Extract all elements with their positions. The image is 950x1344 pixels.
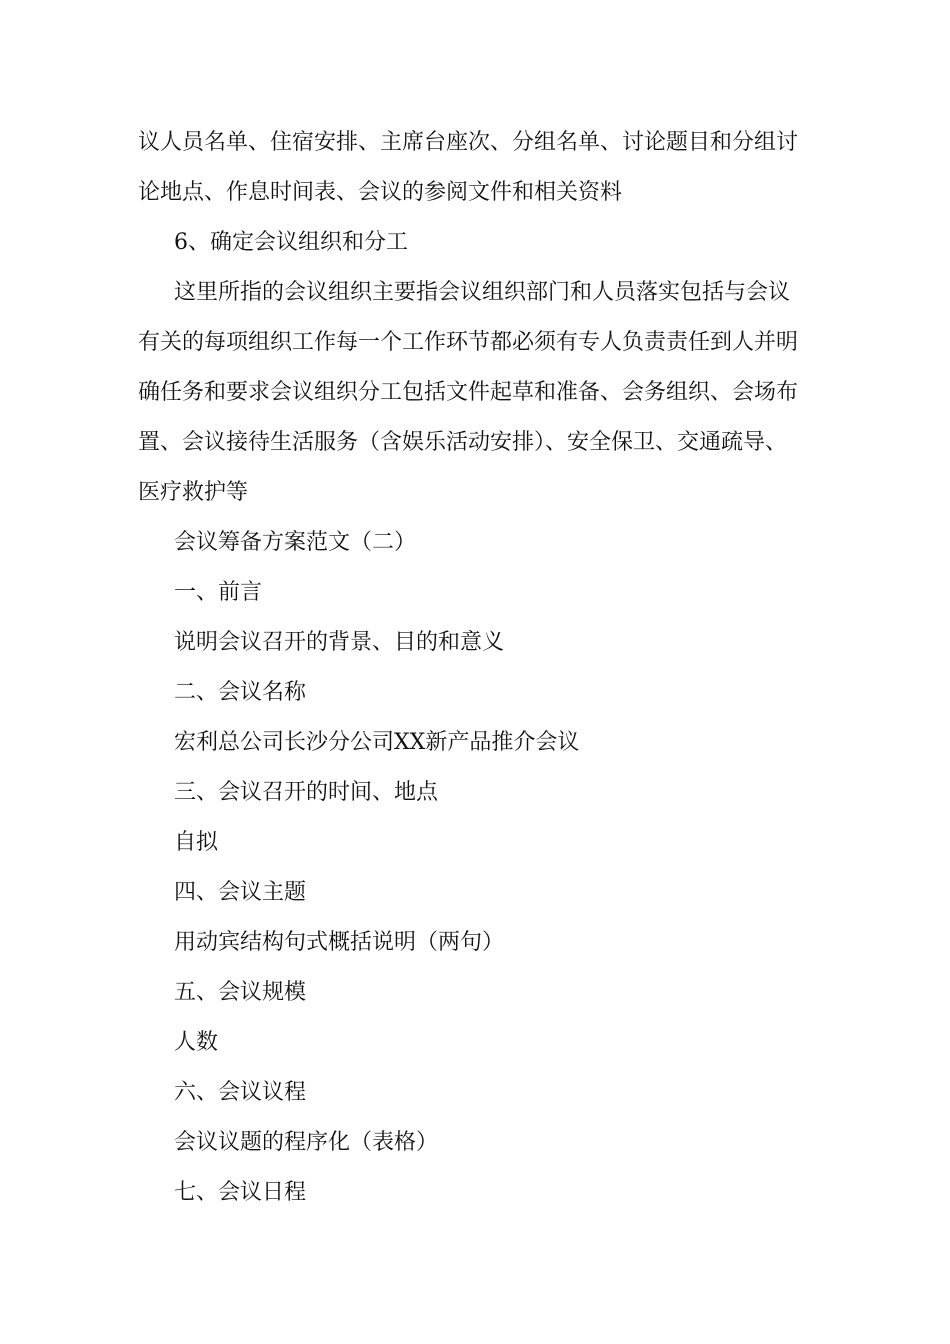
paragraph-1-line-2: 论地点、作息时间表、会议的参阅文件和相关资料 [138, 180, 623, 205]
paragraph-1-line-1: 议人员名单、住宿安排、主席台座次、分组名单、讨论题目和分组讨 [138, 130, 799, 155]
item-heading-6: 六、会议议程 [174, 1080, 307, 1105]
item-heading-2: 二、会议名称 [174, 680, 307, 705]
paragraph-2-line-5: 医疗救护等 [138, 480, 249, 505]
item-text-6: 会议议题的程序化（表格） [174, 1130, 439, 1155]
item-heading-3: 三、会议召开的时间、地点 [174, 780, 439, 805]
paragraph-2-line-2: 有关的每项组织工作每一个工作环节都必须有专人负责责任到人并明 [138, 330, 799, 355]
heading-6: 6、确定会议组织和分工 [174, 230, 408, 255]
paragraph-2-line-3: 确任务和要求会议组织分工包括文件起草和准备、会务组织、会场布 [138, 380, 799, 405]
item-text-2: 宏利总公司长沙分公司XX新产品推介会议 [174, 730, 580, 755]
item-heading-5: 五、会议规模 [174, 980, 307, 1005]
item-heading-7: 七、会议日程 [174, 1180, 307, 1205]
document-body [138, 118, 818, 1218]
section-title: 会议筹备方案范文（二） [174, 530, 417, 555]
item-heading-1: 一、前言 [174, 580, 263, 605]
item-text-1: 说明会议召开的背景、目的和意义 [174, 630, 505, 655]
item-text-5: 人数 [174, 1030, 219, 1055]
paragraph-2-line-1: 这里所指的会议组织主要指会议组织部门和人员落实包括与会议 [174, 280, 791, 305]
item-text-4: 用动宾结构句式概括说明（两句） [174, 930, 505, 955]
paragraph-2-line-4: 置、会议接待生活服务（含娱乐活动安排）、安全保卫、交通疏导、 [138, 430, 788, 455]
item-text-3: 自拟 [174, 830, 219, 855]
item-heading-4: 四、会议主题 [174, 880, 307, 905]
